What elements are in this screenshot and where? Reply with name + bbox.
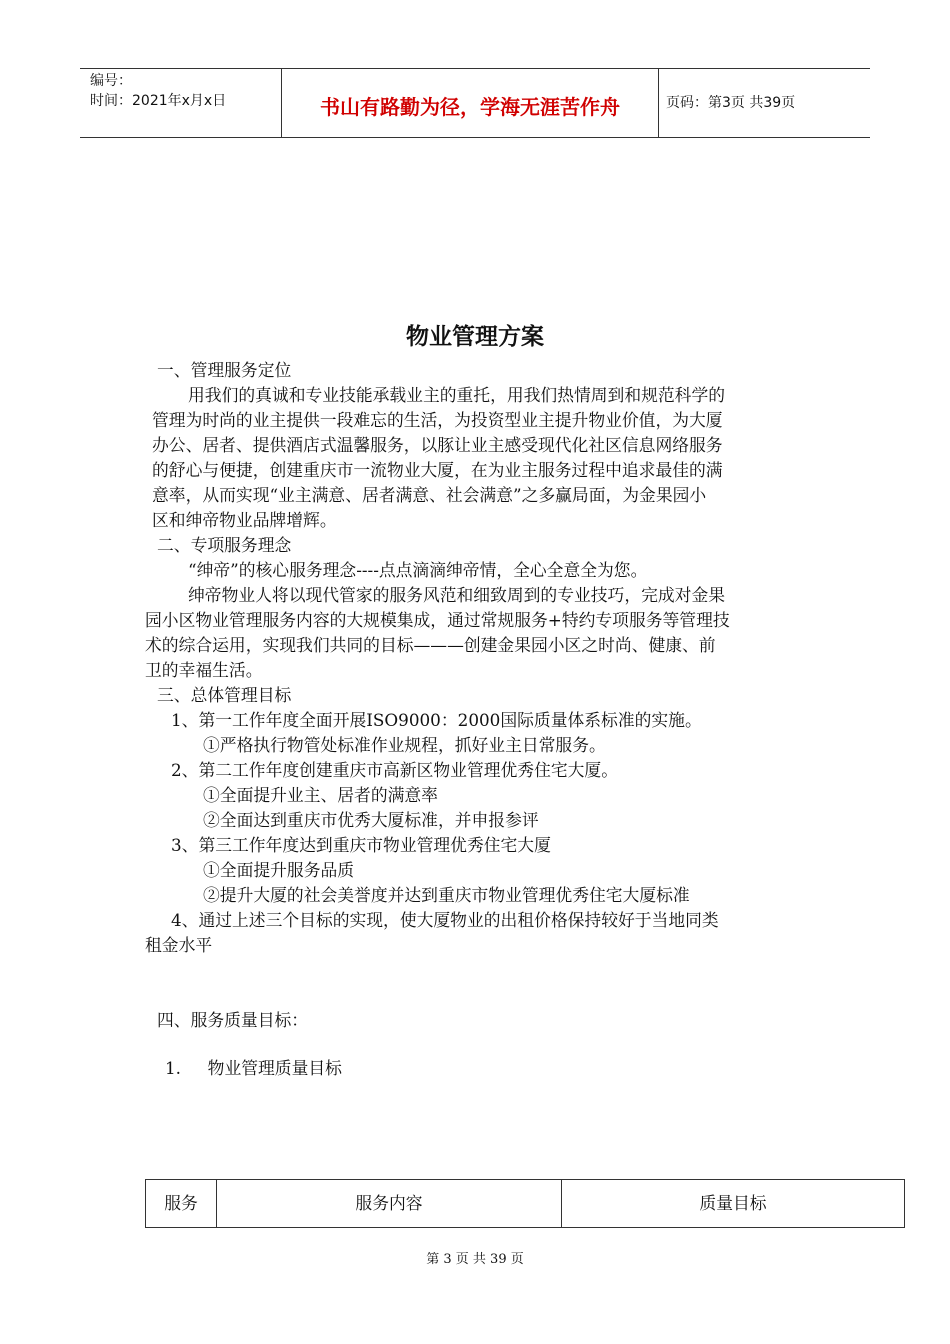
paragraph-line: 园小区物业管理服务内容的大规模集成，通过常规服务+特约专项服务等管理技 xyxy=(145,610,730,630)
header-table xyxy=(80,68,870,138)
goal-subitem: ②全面达到重庆市优秀大厦标准，并申报参评 xyxy=(203,810,539,830)
paragraph-line: 意率，从而实现“业主满意、居者满意、社会满意”之多赢局面，为金果园小 xyxy=(152,485,707,505)
goal-subitem: ①严格执行物管处标准作业规程，抓好业主日常服务。 xyxy=(203,735,606,755)
paragraph-line: 术的综合运用，实现我们共同的目标———创建金果园小区之时尚、健康、前 xyxy=(145,635,716,655)
header-left-cell xyxy=(80,69,281,137)
table-header-cell: 质量目标 xyxy=(699,1193,767,1213)
paragraph-line: 租金水平 xyxy=(145,935,213,955)
section-heading-4: 四、服务质量目标： xyxy=(157,1010,309,1030)
paragraph-line: 办公、居者、提供酒店式温馨服务，以豚让业主感受现代化社区信息网络服务 xyxy=(152,435,723,455)
section-heading-3: 三、总体管理目标 xyxy=(157,685,292,705)
motto: 书山有路勤为径，学海无涯苦作舟 xyxy=(320,95,620,119)
goal-item: 3、第三工作年度达到重庆市物业管理优秀住宅大厦 xyxy=(171,835,551,855)
table-header-cell: 服务 xyxy=(146,1180,217,1227)
table-header-cell: 服务内容 xyxy=(217,1180,562,1227)
document-title: 物业管理方案 xyxy=(406,324,544,350)
header-page-cell xyxy=(658,69,870,137)
goal-item: 2、第二工作年度创建重庆市高新区物业管理优秀住宅大厦。 xyxy=(171,760,618,780)
section-heading-2: 二、专项服务理念 xyxy=(157,535,292,555)
time-label: 时间：2021年x月x日 xyxy=(90,93,227,109)
goal-item: 1、第一工作年度全面开展ISO9000：2000国际质量体系标准的实施。 xyxy=(171,710,702,730)
header-motto-cell xyxy=(281,69,659,137)
paragraph-line: 卫的幸福生活。 xyxy=(145,660,263,680)
paragraph-line: “绅帝”的核心服务理念----点点滴滴绅帝情，全心全意全为您。 xyxy=(188,560,648,580)
page-info: 页码：第3页 共39页 xyxy=(666,95,796,111)
goal-subitem: ①全面提升服务品质 xyxy=(203,860,355,880)
subsection-heading: 1. 物业管理质量目标 xyxy=(165,1058,342,1078)
paragraph-line: 的舒心与便捷，创建重庆市一流物业大厦，在为业主服务过程中追求最佳的满 xyxy=(152,460,723,480)
quality-table xyxy=(145,1179,905,1228)
goal-subitem: ②提升大厦的社会美誉度并达到重庆市物业管理优秀住宅大厦标准 xyxy=(203,885,690,905)
paragraph-line: 用我们的真诚和专业技能承载业主的重托，用我们热情周到和规范科学的 xyxy=(188,385,726,405)
number-label: 编号： xyxy=(90,73,132,89)
goal-subitem: ①全面提升业主、居者的满意率 xyxy=(203,785,438,805)
goal-item: 4、通过上述三个目标的实现，使大厦物业的出租价格保持较好于当地同类 xyxy=(171,910,719,930)
paragraph-line: 区和绅帝物业品牌增辉。 xyxy=(152,510,337,530)
paragraph-line: 绅帝物业人将以现代管家的服务风范和细致周到的专业技巧，完成对金果 xyxy=(188,585,726,605)
section-heading-1: 一、管理服务定位 xyxy=(157,360,292,380)
paragraph-line: 管理为时尚的业主提供一段难忘的生活，为投资型业主提升物业价值，为大厦 xyxy=(152,410,723,430)
page-footer: 第 3 页 共 39 页 xyxy=(426,1252,524,1267)
